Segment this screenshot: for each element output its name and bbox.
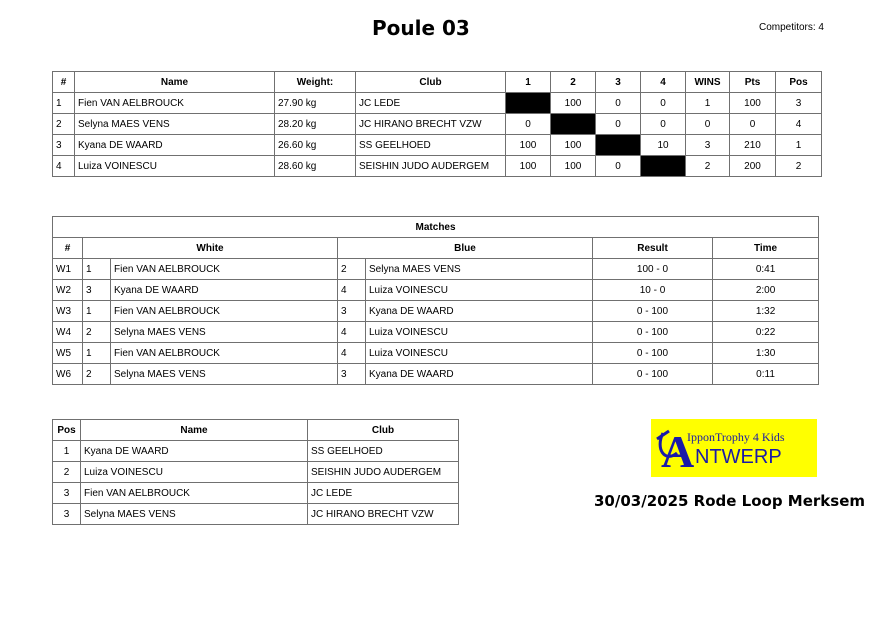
- competitor-name: Luiza VOINESCU: [75, 156, 275, 177]
- col-rank-name: Name: [81, 420, 308, 441]
- col-opponent-3: 3: [596, 72, 641, 93]
- score-cell: 100: [506, 156, 551, 177]
- col-rank: Pos: [53, 420, 81, 441]
- points-cell: 0: [730, 114, 776, 135]
- competitor-club: SS GEELHOED: [356, 135, 506, 156]
- self-cell: [596, 135, 641, 156]
- match-result: 0 - 100: [593, 322, 713, 343]
- wins-cell: 1: [686, 93, 730, 114]
- competitor-number: 3: [53, 135, 75, 156]
- col-match-id: #: [53, 238, 83, 259]
- col-position: Pos: [776, 72, 822, 93]
- rank-name: Fien VAN AELBROUCK: [81, 483, 308, 504]
- competitor-weight: 28.20 kg: [275, 114, 356, 135]
- score-cell: 100: [551, 93, 596, 114]
- competitor-weight: 26.60 kg: [275, 135, 356, 156]
- white-number: 1: [83, 343, 111, 364]
- rank-position: 3: [53, 504, 81, 525]
- matches-header-row: [53, 238, 819, 259]
- score-cell: 100: [506, 135, 551, 156]
- white-name: Fien VAN AELBROUCK: [111, 343, 338, 364]
- ranking-header-row: [53, 420, 459, 441]
- blue-name: Selyna MAES VENS: [366, 259, 593, 280]
- match-id: W3: [53, 301, 83, 322]
- competitor-name: Fien VAN AELBROUCK: [75, 93, 275, 114]
- match-id: W4: [53, 322, 83, 343]
- white-number: 2: [83, 364, 111, 385]
- match-time: 0:11: [713, 364, 819, 385]
- match-result: 0 - 100: [593, 301, 713, 322]
- table-row: [53, 364, 819, 385]
- competitor-name: Selyna MAES VENS: [75, 114, 275, 135]
- match-id: W2: [53, 280, 83, 301]
- white-name: Selyna MAES VENS: [111, 322, 338, 343]
- points-cell: 210: [730, 135, 776, 156]
- blue-number: 4: [338, 322, 366, 343]
- table-row: [53, 135, 822, 156]
- table-row: [53, 504, 459, 525]
- rank-club: SS GEELHOED: [308, 441, 459, 462]
- wins-cell: 2: [686, 156, 730, 177]
- col-number: #: [53, 72, 75, 93]
- blue-number: 4: [338, 343, 366, 364]
- blue-number: 2: [338, 259, 366, 280]
- col-result: Result: [593, 238, 713, 259]
- col-weight: Weight:: [275, 72, 356, 93]
- logo-line2: NTWERP: [695, 446, 782, 468]
- position-cell: 2: [776, 156, 822, 177]
- self-cell: [506, 93, 551, 114]
- points-cell: 200: [730, 156, 776, 177]
- table-row: [53, 322, 819, 343]
- white-name: Fien VAN AELBROUCK: [111, 259, 338, 280]
- col-opponent-2: 2: [551, 72, 596, 93]
- position-cell: 1: [776, 135, 822, 156]
- logo-line1: IpponTrophy 4 Kids: [687, 430, 785, 444]
- white-name: Kyana DE WAARD: [111, 280, 338, 301]
- competitor-number: 2: [53, 114, 75, 135]
- match-time: 1:30: [713, 343, 819, 364]
- competitor-weight: 28.60 kg: [275, 156, 356, 177]
- rank-name: Kyana DE WAARD: [81, 441, 308, 462]
- table-row: [53, 483, 459, 504]
- blue-number: 4: [338, 280, 366, 301]
- competitor-weight: 27.90 kg: [275, 93, 356, 114]
- score-cell: 100: [551, 135, 596, 156]
- blue-name: Kyana DE WAARD: [366, 364, 593, 385]
- table-row: [53, 156, 822, 177]
- col-name: Name: [75, 72, 275, 93]
- rank-club: JC LEDE: [308, 483, 459, 504]
- match-id: W1: [53, 259, 83, 280]
- score-cell: 0: [596, 93, 641, 114]
- score-cell: 0: [641, 93, 686, 114]
- table-row: [53, 441, 459, 462]
- score-cell: 0: [596, 156, 641, 177]
- logo-graphic: [651, 419, 817, 477]
- white-number: 1: [83, 259, 111, 280]
- matches-title: Matches: [53, 217, 819, 238]
- col-club: Club: [356, 72, 506, 93]
- rank-position: 2: [53, 462, 81, 483]
- event-info: 30/03/2025 Rode Loop Merksem: [594, 492, 865, 510]
- rank-position: 1: [53, 441, 81, 462]
- score-cell: 0: [596, 114, 641, 135]
- competitor-club: JC LEDE: [356, 93, 506, 114]
- rank-name: Luiza VOINESCU: [81, 462, 308, 483]
- competitor-number: 4: [53, 156, 75, 177]
- blue-name: Kyana DE WAARD: [366, 301, 593, 322]
- table-row: [53, 343, 819, 364]
- table-row: [53, 301, 819, 322]
- table-row: [53, 259, 819, 280]
- col-white: White: [83, 238, 338, 259]
- blue-name: Luiza VOINESCU: [366, 280, 593, 301]
- position-cell: 4: [776, 114, 822, 135]
- competitor-club: SEISHIN JUDO AUDERGEM: [356, 156, 506, 177]
- col-wins: WINS: [686, 72, 730, 93]
- table-row: [53, 114, 822, 135]
- table-row: [53, 280, 819, 301]
- match-time: 1:32: [713, 301, 819, 322]
- table-row: [53, 462, 459, 483]
- score-cell: 0: [641, 114, 686, 135]
- col-rank-club: Club: [308, 420, 459, 441]
- score-cell: 0: [506, 114, 551, 135]
- pool-header-row: [53, 72, 822, 93]
- match-id: W5: [53, 343, 83, 364]
- match-result: 10 - 0: [593, 280, 713, 301]
- competitor-club: JC HIRANO BRECHT VZW: [356, 114, 506, 135]
- match-time: 2:00: [713, 280, 819, 301]
- blue-name: Luiza VOINESCU: [366, 322, 593, 343]
- col-blue: Blue: [338, 238, 593, 259]
- match-time: 0:41: [713, 259, 819, 280]
- self-cell: [551, 114, 596, 135]
- white-name: Selyna MAES VENS: [111, 364, 338, 385]
- col-points: Pts: [730, 72, 776, 93]
- match-id: W6: [53, 364, 83, 385]
- competitor-name: Kyana DE WAARD: [75, 135, 275, 156]
- rank-club: JC HIRANO BRECHT VZW: [308, 504, 459, 525]
- self-cell: [641, 156, 686, 177]
- blue-name: Luiza VOINESCU: [366, 343, 593, 364]
- score-cell: 100: [551, 156, 596, 177]
- match-result: 0 - 100: [593, 343, 713, 364]
- col-opponent-1: 1: [506, 72, 551, 93]
- competitors-count: Competitors: 4: [758, 22, 824, 33]
- logo-mark: A: [661, 426, 695, 477]
- match-time: 0:22: [713, 322, 819, 343]
- blue-number: 3: [338, 364, 366, 385]
- white-name: Fien VAN AELBROUCK: [111, 301, 338, 322]
- white-number: 2: [83, 322, 111, 343]
- match-result: 100 - 0: [593, 259, 713, 280]
- white-number: 1: [83, 301, 111, 322]
- rank-name: Selyna MAES VENS: [81, 504, 308, 525]
- col-opponent-4: 4: [641, 72, 686, 93]
- match-result: 0 - 100: [593, 364, 713, 385]
- points-cell: 100: [730, 93, 776, 114]
- ranking-table: [52, 419, 459, 525]
- blue-number: 3: [338, 301, 366, 322]
- event-logo: [651, 419, 817, 477]
- table-row: [53, 93, 822, 114]
- position-cell: 3: [776, 93, 822, 114]
- competitor-number: 1: [53, 93, 75, 114]
- wins-cell: 0: [686, 114, 730, 135]
- col-time: Time: [713, 238, 819, 259]
- rank-club: SEISHIN JUDO AUDERGEM: [308, 462, 459, 483]
- rank-position: 3: [53, 483, 81, 504]
- pool-table: [52, 71, 822, 177]
- score-cell: 10: [641, 135, 686, 156]
- white-number: 3: [83, 280, 111, 301]
- wins-cell: 3: [686, 135, 730, 156]
- matches-table: [52, 216, 819, 385]
